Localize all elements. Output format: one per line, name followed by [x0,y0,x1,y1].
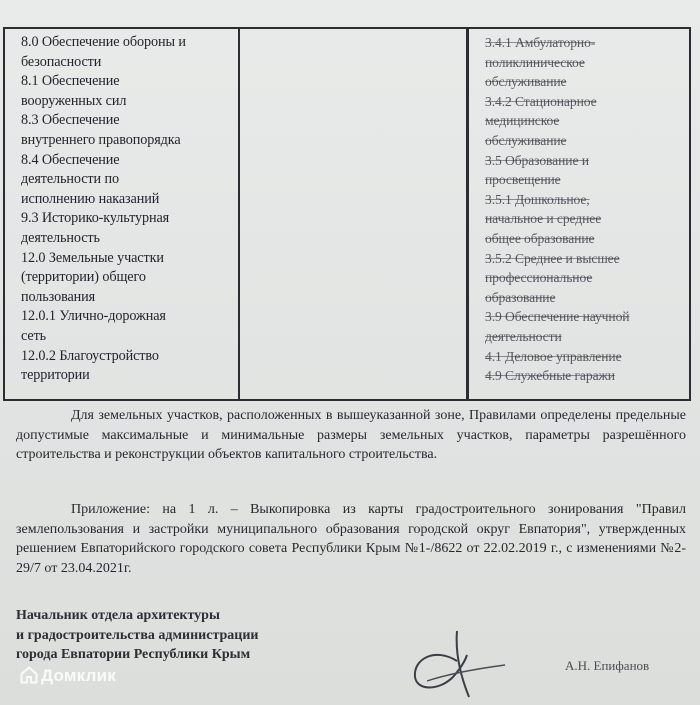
table-column-empty [240,29,468,399]
table-line: вооруженных сил [21,92,127,109]
table-line: внутреннего правопорядка [21,131,181,148]
table-line: 8.0 Обеспечение обороны и [21,34,186,50]
table-column-conditional-uses [468,29,689,399]
table-line: образование [485,289,556,305]
table-line: 3.4.1 Амбулаторно- [485,35,596,50]
table-line: (территории) общего [21,269,146,286]
table-line: профессиональное [485,270,593,286]
house-logo-icon [20,666,38,689]
table-line: 8.4 Обеспечение [21,151,120,168]
table-line: территории [21,367,90,384]
table-line: обслуживание [485,74,567,90]
table-line: поликлиническое [485,54,585,70]
table-line: 3.5.1 Дошкольное, [485,191,590,207]
table-line: 12.0 Земельные участки [21,249,164,266]
table-line: медицинское [485,113,560,129]
table-line: обслуживание [485,132,567,148]
table-line: деятельности [485,328,562,344]
land-use-table [3,27,691,401]
watermark [20,666,116,689]
body-paragraph: Для земельных участков, расположенных в вышеуказанной зоне, Правилами определены предельные допустимые максимальные и минимальные размеры земельных участков, параметры разрешённого строительства и реконструкции объектов капитального строительства. [16,408,686,463]
table-line: деятельность [21,229,100,246]
table-line: 3.5.2 Среднее и высшее [485,250,620,266]
table-column-main-uses [5,29,240,399]
table-line: исполнению наказаний [21,190,160,207]
table-line: 8.1 Обеспечение [21,73,120,90]
table-line: 12.0.2 Благоустройство [21,347,159,364]
watermark-text: Домклик [41,666,116,685]
signatory-name: А.Н. Епифанов [565,658,650,673]
table-line: 3.4.2 Стационарное [485,93,597,109]
table-line: общее образование [485,230,595,246]
handwritten-signature [405,625,515,700]
table-line: 3.9 Обеспечение научной [485,309,630,325]
table-line: просвещение [485,172,561,188]
table-line: пользования [21,288,96,305]
table-line: 4.1 Деловое управление [485,348,622,364]
signatory-title [16,606,258,665]
table-line: сеть [21,327,47,344]
signatory-title-line: и градостроительства администрации [16,627,259,643]
table-line: 3.5 Образование и [485,152,589,168]
table-line: начальное и среднее [485,211,602,227]
signatory-title-line: Начальник отдела архитектуры [16,608,220,623]
table-line: безопасности [21,53,102,70]
table-line: деятельности по [21,171,119,188]
appendix-paragraph: Приложение: на 1 л. – Выкопировка из карты градостроительного зонирования "Правил землепользования и застройки муниципального образования городской округ Евпатория", утвержденных решением Евпаторийского городского совета Республики Крым №1-/8622 от 22.02.2019 г., с изменениями №2-29/7 от 23.04.2021г. [16,502,686,576]
table-line: 12.0.1 Улично-дорожная [21,308,166,325]
table-line: 8.3 Обеспечение [21,112,120,129]
table-line: 4.9 Служебные гаражи [485,368,615,384]
table-line: 9.3 Историко-культурная [21,210,170,227]
signatory-title-line: города Евпатории Республики Крым [16,647,251,663]
